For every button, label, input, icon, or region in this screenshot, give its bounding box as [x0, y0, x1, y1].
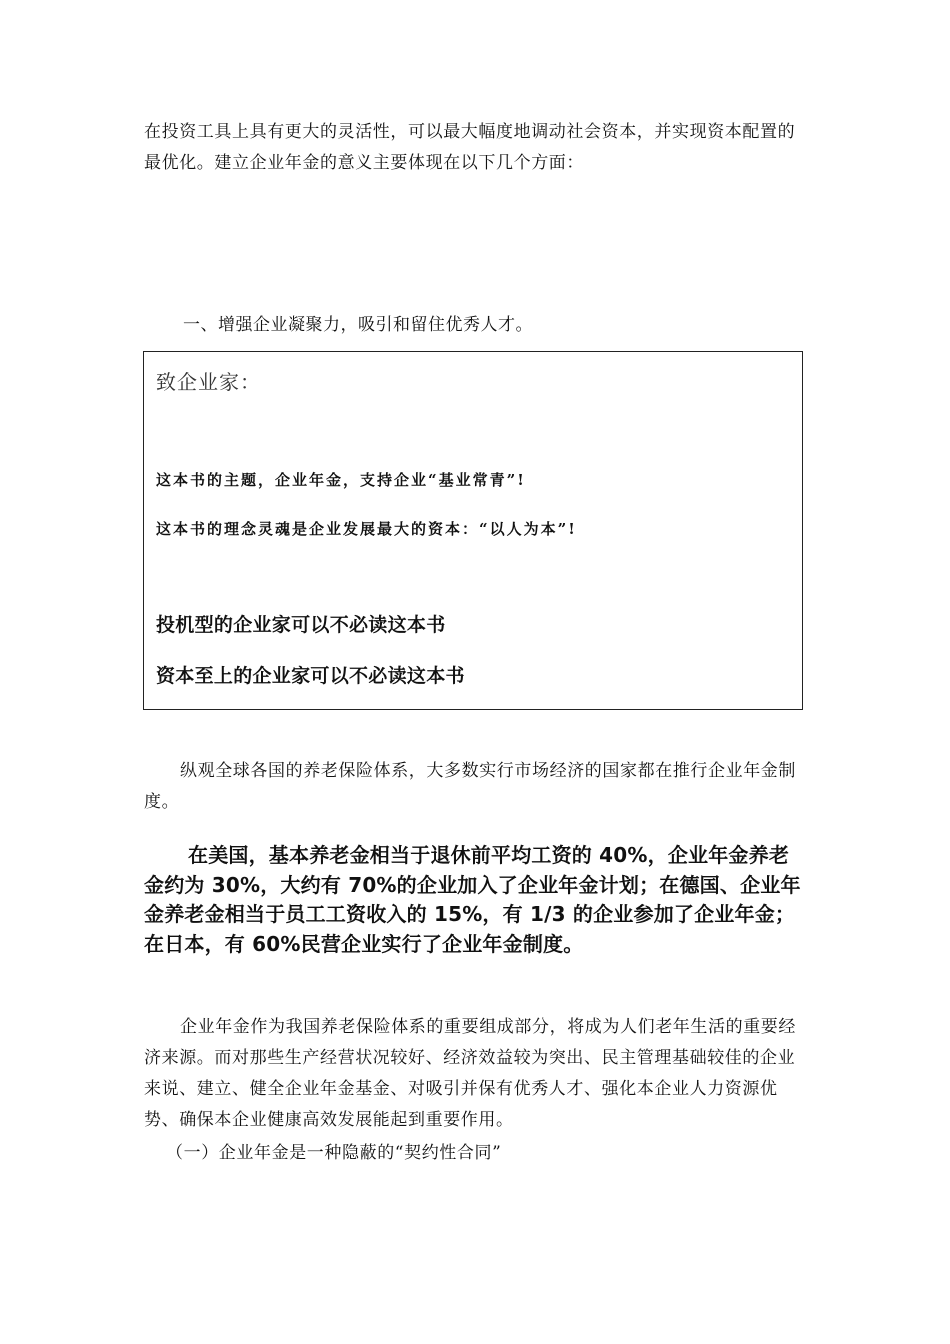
subsection-heading: （一）企业年金是一种隐蔽的“契约性合同” — [166, 1143, 502, 1163]
section-heading: 一、增强企业凝聚力，吸引和留住优秀人才。 — [183, 315, 533, 335]
box-line-theme: 这本书的主题，企业年金，支持企业“基业常青”! — [156, 471, 526, 489]
statistics-paragraph: 在美国，基本养老金相当于退休前平均工资的 40%，企业年金养老金约为 30%，大约有 70%的企业加入了企业年金计划；在德国、企业年金养老金相当于员工工资收入的 15%，有 1/3 的企业参加了企业年金；在日本，有 60%民营企业实行了企业年金制度。 — [144, 843, 801, 956]
letter-box — [143, 351, 803, 710]
intro-paragraph: 在投资工具上具有更大的灵活性，可以最大幅度地调动社会资本，并实现资本配置的最优化。建立企业年金的意义主要体现在以下几个方面： — [144, 122, 796, 173]
box-title: 致企业家： — [156, 370, 261, 394]
china-paragraph: 企业年金作为我国养老保险体系的重要组成部分，将成为人们老年生活的重要经济来源。而对那些生产经营状况较好、经济效益较为突出、民主管理基础较佳的企业来说、建立、健全企业年金基金、对吸引并保有优秀人才、强化本企业人力资源优势、确保本企业健康高效发展能起到重要作用。 — [144, 1017, 796, 1130]
box-bold-line-speculative: 投机型的企业家可以不必读这本书 — [156, 614, 446, 636]
box-line-philosophy: 这本书的理念灵魂是企业发展最大的资本：“以人为本”! — [156, 520, 577, 538]
box-bold-line-capital: 资本至上的企业家可以不必读这本书 — [156, 665, 465, 687]
global-paragraph: 纵观全球各国的养老保险体系，大多数实行市场经济的国家都在推行企业年金制度。 — [144, 761, 796, 812]
